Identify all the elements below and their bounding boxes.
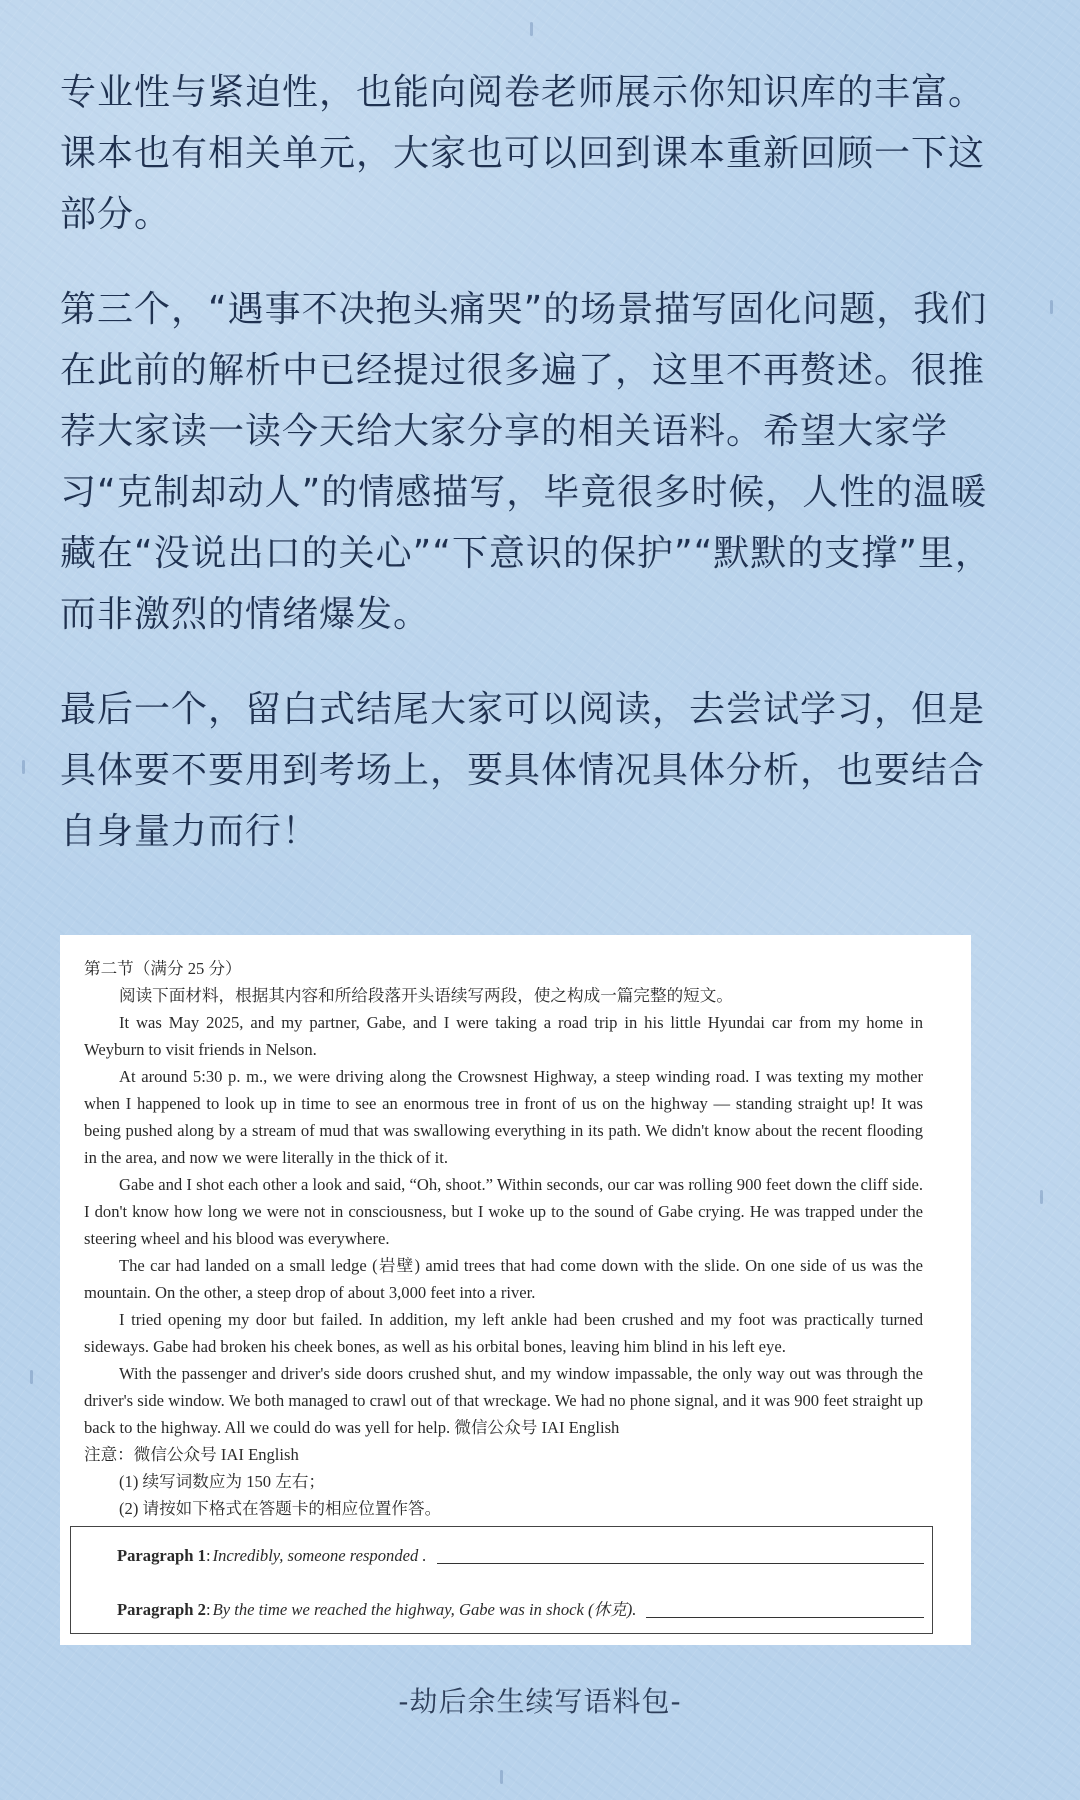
answer-label: Paragraph 2 [117,1600,206,1619]
story-paragraph: It was May 2025, and my partner, Gabe, and I were taking a road trip in his little Hyundai car from my home in Weyburn to visit friends in Nelson. [84,1013,923,1059]
background-speck [500,1770,503,1784]
background-speck [1040,1190,1043,1204]
section-title: 第二节（满分 25 分） [84,959,242,978]
colon: : [205,1546,211,1565]
background-speck [530,22,533,36]
task-instruction: 阅读下面材料，根据其内容和所给段落开头语续写两段，使之构成一篇完整的短文。 [119,986,733,1005]
answer-blank [437,1563,924,1564]
note-item: (2) 请按如下格式在答题卡的相应位置作答。 [119,1499,442,1518]
answer-prompt: Incredibly, someone responded . [212,1546,427,1565]
answer-prompt: By the time we reached the highway, Gabe was in shock (休克). [212,1600,637,1619]
exam-question-image [60,935,971,1645]
background-speck [30,1370,33,1384]
story-paragraph: I tried opening my door but failed. In addition, my left ankle had been crushed and my foot was practically turned sideways. Gabe had broken his cheek bones, as well as his orbital bones, leaving him blind in his left eye. [84,1310,923,1356]
article-body [60,62,1020,896]
answer-format-box [70,1526,933,1634]
story-paragraph: The car had landed on a small ledge (岩壁) amid trees that had come down with the slide. On one side of us was the mountain. On the other, a steep drop of about 3,000 feet into a river. [84,1256,923,1302]
story-paragraph: At around 5:30 p. m., we were driving along the Crowsnest Highway, a steep winding road. I was texting my mother when I happened to look up in time to see an enormous tree in front of us on the highway — standing straight up! It was being pushed along by a stream of mud that was swallowing everything in its path. We didn't know about the recent flooding in the area, and now we were literally in the thick of it. [84,1067,923,1167]
body-paragraph-1: 专业性与紧迫性，也能向阅卷老师展示你知识库的丰富。课本也有相关单元，大家也可以回到课本重新回顾一下这部分。 [60,72,986,235]
footer-caption: -劫后余生续写语料包- [398,1685,682,1718]
note-item: (1) 续写词数应为 150 左右； [119,1472,326,1491]
answer-label: Paragraph 1 [117,1546,206,1565]
note-title: 注意：微信公众号 IAI English [84,1445,299,1464]
story-paragraph: Gabe and I shot each other a look and said, “Oh, shoot.” Within seconds, our car was rolling 900 feet down the cliff side. I don't know how long we were not in consciousness, but I woke up to the sound of Gabe crying. He was trapped under the steering wheel and his blood was everywhere. [84,1175,923,1248]
story-paragraph: With the passenger and driver's side doors crushed shut, and my window impassable, the only way out was through the driver's side window. We both managed to crawl out of that wreckage. We had no phone signal, and it was 900 feet straight up back to the highway. All we could do was yell for help. 微信公众号 IAI English [84,1364,923,1437]
answer-line-2 [117,1593,924,1623]
answer-line-1 [117,1539,924,1569]
colon: : [205,1600,211,1619]
answer-blank [646,1617,924,1618]
body-paragraph-3: 最后一个，留白式结尾大家可以阅读，去尝试学习，但是具体要不要用到考场上，要具体情况具体分析，也要结合自身量力而行！ [60,689,986,852]
background-speck [22,760,25,774]
background-speck [1050,300,1053,314]
body-paragraph-2: 第三个，“遇事不决抱头痛哭”的场景描写固化问题，我们在此前的解析中已经提过很多遍了，这里不再赘述。很推荐大家读一读今天给大家分享的相关语料。希望大家学习“克制却动人”的情感描写，毕竟很多时候，人性的温暖藏在“没说出口的关心”“下意识的保护”“默默的支撑”里，而非激烈的情绪爆发。 [60,289,992,635]
